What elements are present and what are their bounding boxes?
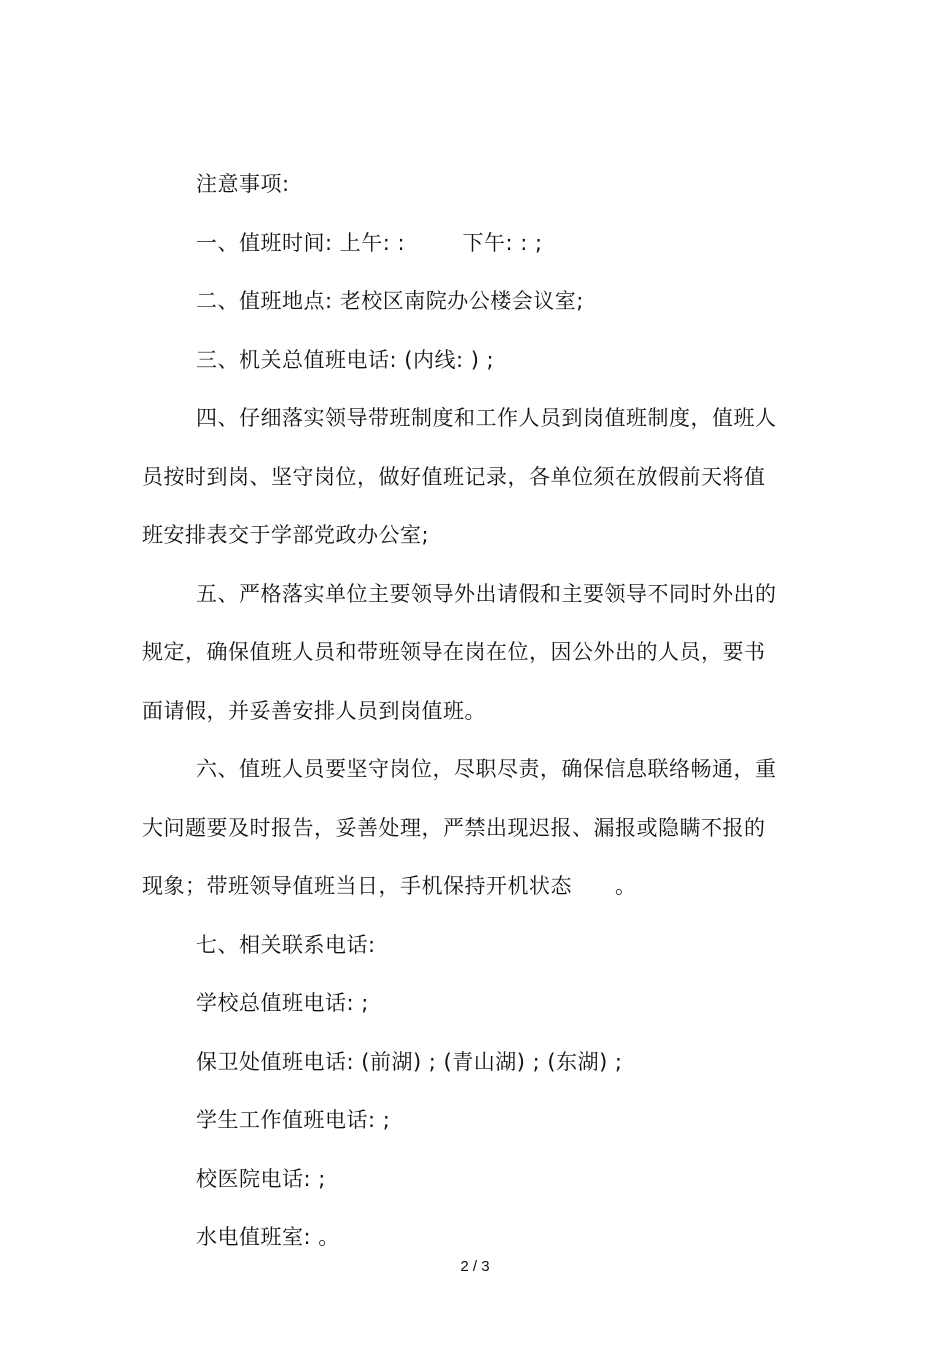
item-contacts-heading: 七、相关联系电话: (196, 933, 376, 957)
item5-line1: 五、严格落实单位主要领导外出请假和主要领导不同时外出的 (196, 582, 777, 606)
item4-line3: 班安排表交于学部党政办公室; (142, 523, 430, 547)
contact-clinic: 校医院电话: ; (196, 1167, 326, 1191)
contact-student-affairs: 学生工作值班电话: ; (196, 1108, 391, 1132)
item6-line2: 大问题要及时报告，妥善处理，严禁出现迟报、漏报或隐瞒不报的 (142, 816, 766, 840)
item5-line3: 面请假，并妥善安排人员到岗值班。 (142, 699, 486, 723)
item-duty-time: 一、值班时间: 上午: : 下午: : ; (196, 231, 543, 255)
contact-school-duty: 学校总值班电话: ; (196, 991, 369, 1015)
item4-line1: 四、仔细落实领导带班制度和工作人员到岗值班制度，值班人 (196, 406, 777, 430)
contact-security-duty: 保卫处值班电话: (前湖) ; (青山湖) ; (东湖) ; (196, 1050, 623, 1074)
item4-line2: 员按时到岗、坚守岗位，做好值班记录，各单位须在放假前天将值 (142, 465, 766, 489)
contact-utilities: 水电值班室: 。 (196, 1225, 340, 1249)
page-number: 2 / 3 (460, 1258, 490, 1275)
item5-line2: 规定，确保值班人员和带班领导在岗在位，因公外出的人员，要书 (142, 640, 766, 664)
item-duty-phone: 三、机关总值班电话: (内线: ) ; (196, 348, 495, 372)
notes-heading: 注意事项: (196, 172, 290, 196)
item6-line3: 现象；带班领导值班当日，手机保持开机状态 。 (142, 874, 637, 898)
item-duty-location: 二、值班地点: 老校区南院办公楼会议室; (196, 289, 584, 313)
item6-line1: 六、值班人员要坚守岗位，尽职尽责，确保信息联络畅通，重 (196, 757, 777, 781)
